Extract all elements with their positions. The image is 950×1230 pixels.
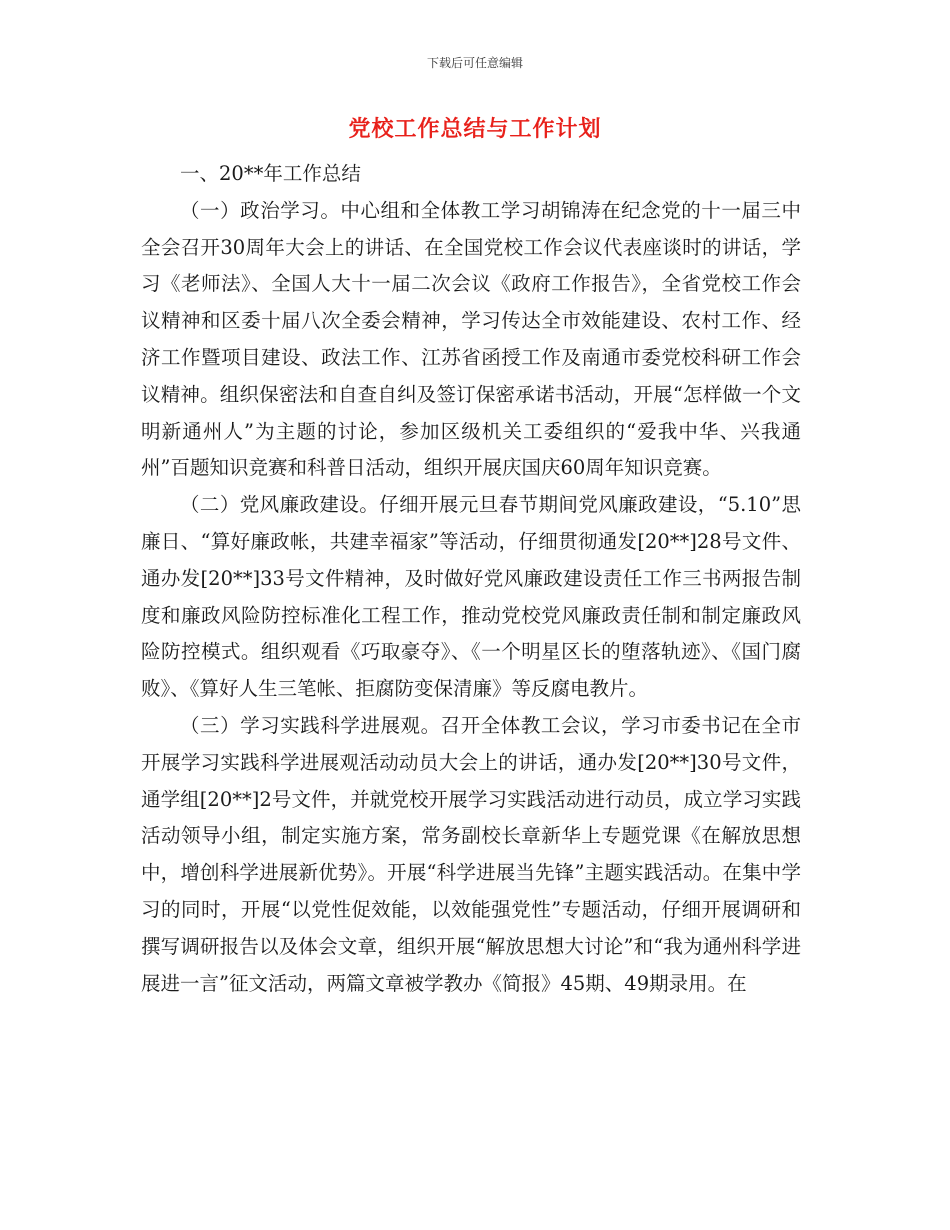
document-body: [141, 156, 801, 1002]
header-note: 下载后可任意编辑: [426, 56, 523, 70]
paragraph-party-conduct: （二）党风廉政建设。仔细开展元旦春节期间党风廉政建设，“5.10”思廉日、“算好廉政帐，共建幸福家”等活动，仔细贯彻通发[20**]28号文件、通办发[20**]33号文件精神，及时做好党风廉政建设责任工作三书两报告制度和廉政风险防控标准化工程工作，推动党校党风廉政责任制和制定廉政风险防控模式。组织观看《巧取豪夺》、《一个明星区长的堕落轨迹》、《国门腐败》、《算好人生三笔帐、拒腐防变保清廉》等反腐电教片。: [141, 493, 801, 701]
paragraph-scientific-development: （三）学习实践科学进展观。召开全体教工会议，学习市委书记在全市开展学习实践科学进展观活动动员大会上的讲话，通办发[20**]30号文件，通学组[20**]2号文件，并就党校开展学习实践活动进行动员，成立学习实践活动领导小组，制定实施方案，常务副校长章新华上专题党课《在解放思想中，增创科学进展新优势》。开展“科学进展当先锋”主题实践活动。在集中学习的同时，开展“以党性促效能，以效能强党性”专题活动，仔细开展调研和撰写调研报告以及体会文章，组织开展“解放思想大讨论”和“我为通州科学进展进一言”征文活动，两篇文章被学教办《简报》45期、49期录用。在: [141, 713, 801, 995]
document-title: 党校工作总结与工作计划: [348, 117, 602, 142]
paragraph-political-study: （一）政治学习。中心组和全体教工学习胡锦涛在纪念党的十一届三中全会召开30周年大会上的讲话、在全国党校工作会议代表座谈时的讲话，学习《老师法》、全国人大十一届二次会议《政府工作报告》，全省党校工作会议精神和区委十届八次全委会精神，学习传达全市效能建设、农村工作、经济工作暨项目建设、政法工作、江苏省函授工作及南通市委党校科研工作会议精神。组织保密法和自查自纠及签订保密承诺书活动，开展“怎样做一个文明新通州人”为主题的讨论，参加区级机关工委组织的“爱我中华、兴我通州”百题知识竞赛和科普日活动，组织开展庆国庆60周年知识竞赛。: [141, 198, 801, 480]
section-heading: 一、20**年工作总结: [180, 162, 361, 185]
